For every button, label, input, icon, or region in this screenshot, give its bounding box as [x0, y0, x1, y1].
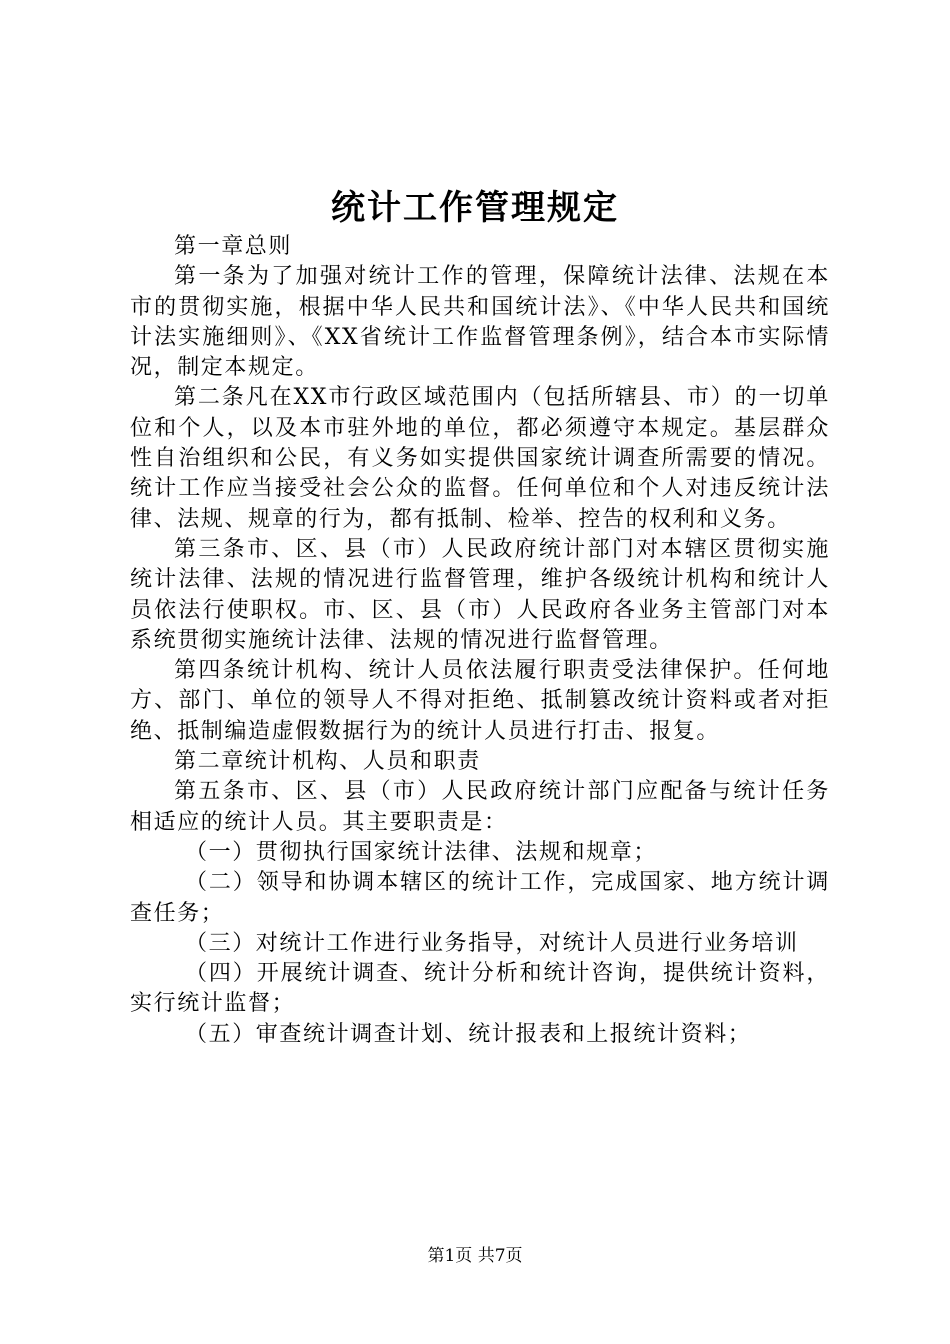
article-paragraph: 第四条统计机构、统计人员依法履行职责受法律保护。任何地方、部门、单位的领导人不得对拒绝、抵制篡改统计资料或者对拒绝、抵制编造虚假数据行为的统计人员进行打击、报复。	[130, 658, 830, 744]
page-footer: 第1页 共7页	[427, 1246, 523, 1266]
chapter-heading: 第二章统计机构、人员和职责	[174, 749, 481, 775]
chapter-heading: 第一章总则	[174, 234, 293, 259]
list-item: （三）对统计工作进行业务指导，对统计人员进行业务培训	[185, 930, 799, 956]
article-paragraph: 第一条为了加强对统计工作的管理，保障统计法律、法规在本市的贯彻实施，根据中华人民共和国统计法》、《中华人民共和国统计法实施细则》、《XX省统计工作监督管理条例》，结合本市实际情况，制定本规定。	[130, 264, 830, 381]
list-item: （五）审查统计调查计划、统计报表和上报统计资料；	[185, 1021, 752, 1047]
document-title: 统计工作管理规定	[331, 188, 619, 228]
list-item: （四）开展统计调查、统计分析和统计咨询，提供统计资料，实行统计监督；	[130, 961, 830, 1017]
article-paragraph: 第三条市、区、县（市）人民政府统计部门对本辖区贯彻实施统计法律、法规的情况进行监督管理，维护各级统计机构和统计人员依法行使职权。市、区、县（市）人民政府各业务主管部门对本系统贯彻实施统计法律、法规的情况进行监督管理。	[130, 536, 830, 653]
document-body	[130, 232, 830, 1050]
list-item: （二）领导和协调本辖区的统计工作，完成国家、地方统计调查任务；	[130, 870, 830, 926]
list-item: （一）贯彻执行国家统计法律、法规和规章；	[185, 839, 658, 865]
article-paragraph: 第五条市、区、县（市）人民政府统计部门应配备与统计任务相适应的统计人员。其主要职责是：	[130, 779, 830, 835]
article-paragraph: 第二条凡在XX市行政区域范围内（包括所辖县、市）的一切单位和个人，以及本市驻外地的单位，都必须遵守本规定。基层群众性自治组织和公民，有义务如实提供国家统计调查所需要的情况。统计工作应当接受社会公众的监督。任何单位和个人对违反统计法律、法规、规章的行为，都有抵制、检举、控告的权利和义务。	[130, 385, 830, 532]
